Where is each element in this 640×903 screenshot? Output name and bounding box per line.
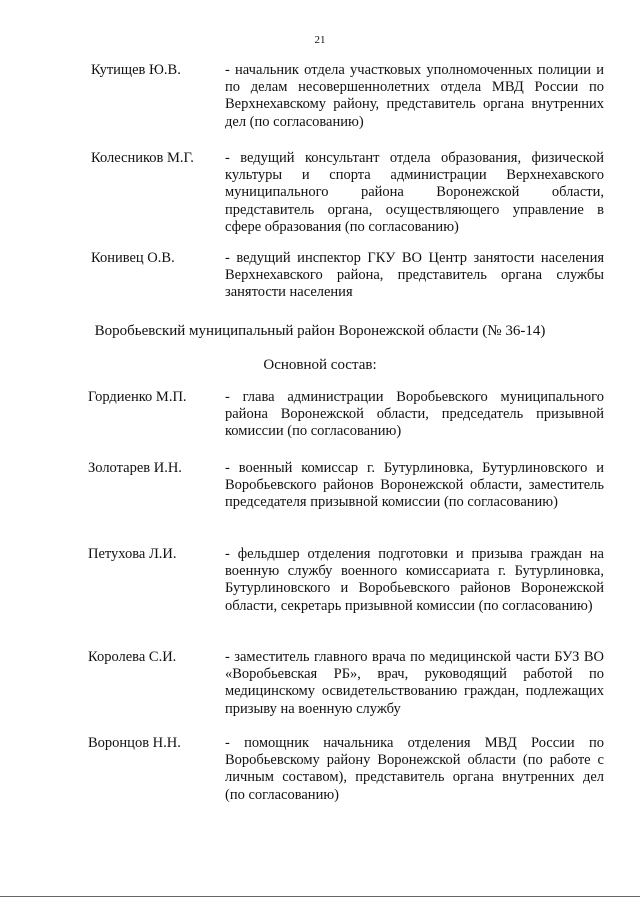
member-name: Королева С.И. [88, 649, 177, 665]
member-role: - заместитель главного врача по медицинской части БУЗ ВО «Воробьевская РБ», врач, руководящий работой по медицинскому освидетельствованию граждан, подлежащих призыву на военную службу [225, 649, 604, 717]
member-role: - ведущий инспектор ГКУ ВО Центр занятости населения Верхнехавского района, представитель органа службы занятости населения [225, 250, 604, 301]
district-heading: Воробьевский муниципальный район Воронежской области (№ 36-14) [94, 323, 546, 339]
member-name: Воронцов Н.Н. [88, 735, 181, 751]
page-bottom-edge [0, 896, 640, 897]
member-role: - военный комиссар г. Бутурлиновка, Бутурлиновского и Воробьевского районов Воронежской области, заместитель председателя призывной комиссии (по согласованию) [225, 460, 604, 511]
page-number: 21 [314, 34, 326, 46]
composition-heading: Основной состав: [263, 357, 377, 373]
member-name: Колесников М.Г. [91, 150, 194, 166]
member-role: - ведущий консультант отдела образования, физической культуры и спорта администрации Верхнехавского муниципального района Воронежской области, представитель органа, осуществляющего управление в сфере образования (по согласованию) [225, 150, 604, 235]
member-name: Гордиенко М.П. [88, 389, 187, 405]
member-name: Петухова Л.И. [88, 546, 177, 562]
member-name: Золотарев И.Н. [88, 460, 182, 476]
member-role: - помощник начальника отделения МВД России по Воробьевскому району Воронежской области (по работе с личным составом), представитель органа внутренних дел (по согласованию) [225, 735, 604, 803]
member-role: - глава администрации Воробьевского муниципального района Воронежской области, председатель призывной комиссии (по согласованию) [225, 389, 604, 440]
member-name: Кутищев Ю.В. [91, 62, 181, 78]
member-name: Конивец О.В. [91, 250, 175, 266]
member-role: - фельдшер отделения подготовки и призыва граждан на военную службу военного комиссариата г. Бутурлиновка, Бутурлиновского и Воробьевского районов Воронежской области, секретарь призывной комиссии (по согласованию) [225, 546, 604, 614]
member-role: - начальник отдела участковых уполномоченных полиции и по делам несовершеннолетних отдела МВД России по Верхнехавскому району, представитель органа внутренних дел (по согласованию) [225, 62, 604, 130]
